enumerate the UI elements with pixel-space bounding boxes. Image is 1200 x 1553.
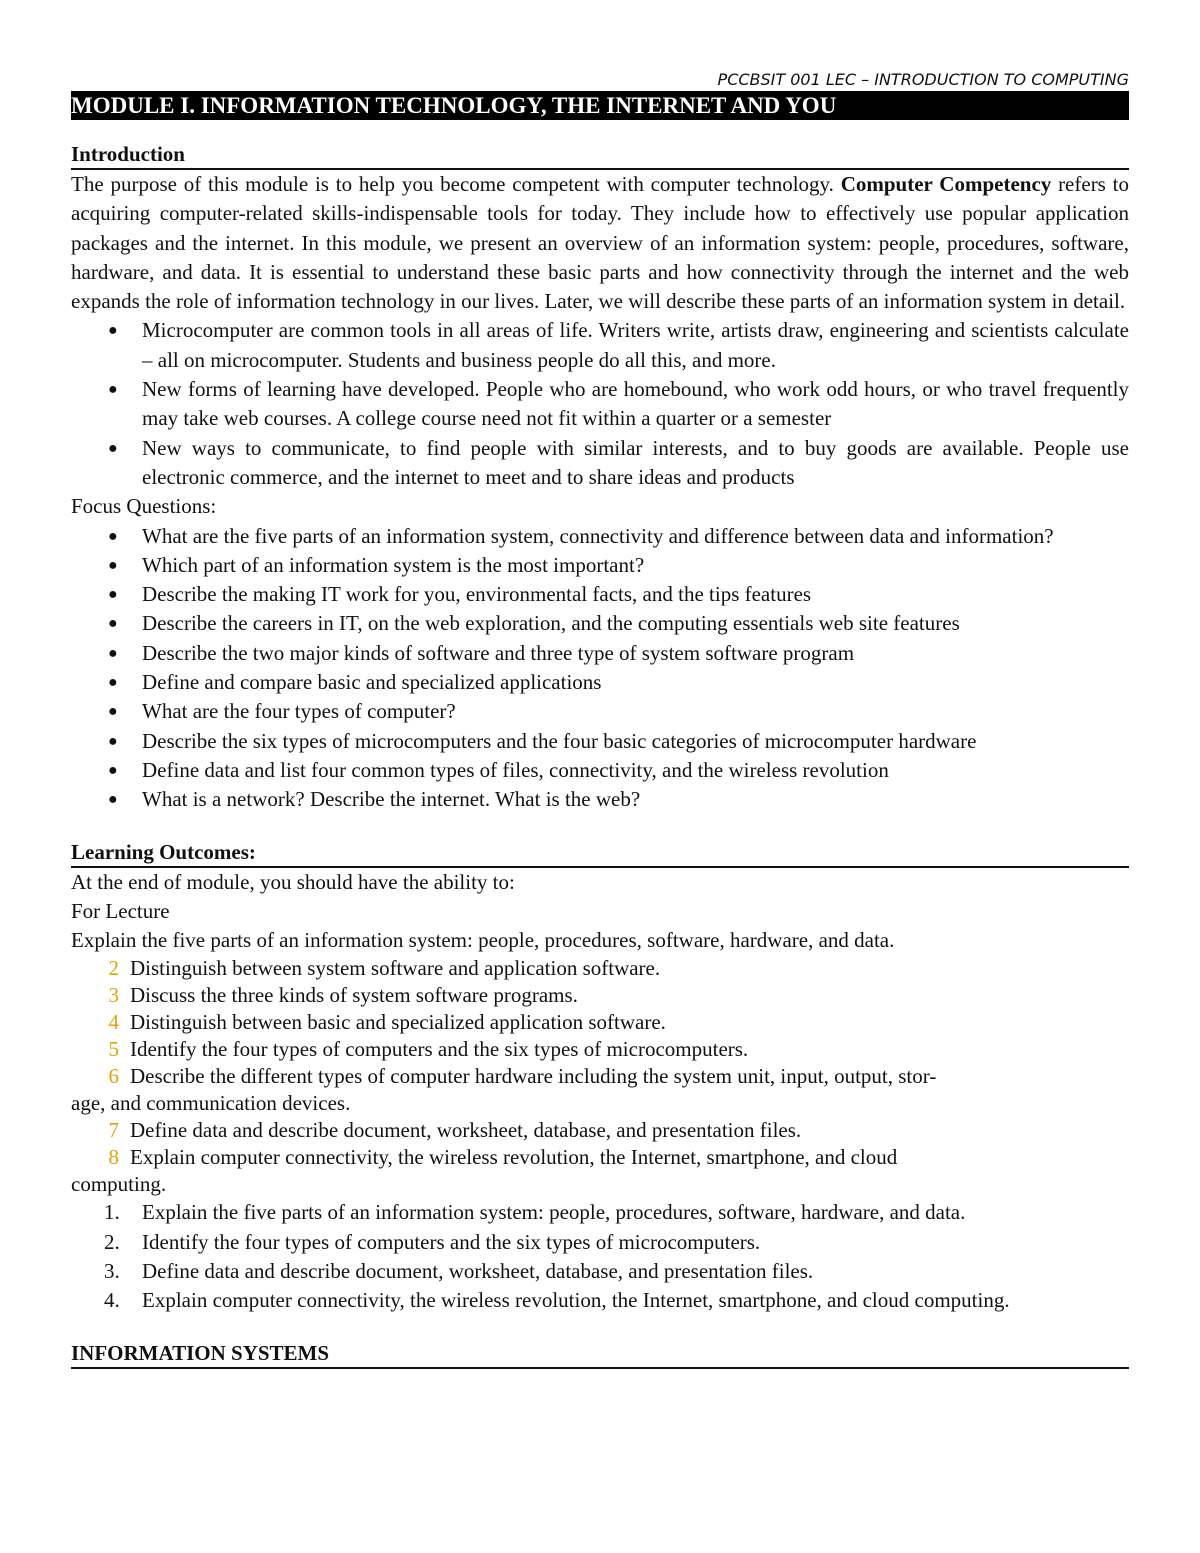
outcome-item: 6 Describe the different types of computer hardware including the system unit, input, output, stor- xyxy=(71,1063,1129,1090)
list-item: ● Microcomputer are common tools in all areas of life. Writers write, artists draw, engineering and scientists calculate – all on microcomputer. Students and business people do all this, and more. xyxy=(108,318,1129,372)
list-item: ● New ways to communicate, to find people with similar interests, and to buy goods are available. People use electronic commerce, and the internet to meet and to share ideas and products xyxy=(108,435,1129,489)
outcome-item: 4 Distinguish between basic and specialized application software. xyxy=(71,1009,1129,1036)
bullet-icon: ● xyxy=(108,322,118,340)
outcome-item: 3 Discuss the three kinds of system software programs. xyxy=(71,982,1129,1009)
information-systems-heading: INFORMATION SYSTEMS xyxy=(71,1341,1129,1369)
list-item: ● Which part of an information system is the most important? xyxy=(71,551,1129,580)
list-item: 1. Explain the five parts of an information system: people, procedures, software, hardware, and data. xyxy=(104,1200,966,1225)
outcome-summary-list xyxy=(71,1198,1129,1315)
list-item: ● What are the four types of computer? xyxy=(71,697,1129,726)
list-item: ● Describe the careers in IT, on the web exploration, and the computing essentials web site features xyxy=(71,609,1129,638)
running-header: PCCBSIT 001 LEC – INTRODUCTION TO COMPUTING xyxy=(717,70,1129,89)
outcomes-intro: At the end of module, you should have the ability to: xyxy=(71,869,515,894)
intro-text-part2: refers to acquiring computer-related skills-indispensable tools for today. They include how to effectively use popular application packages and the internet. In this module, we present an overview of an information system: people, procedures, software, hardware, and data. It is essential to understand these basic parts and how connectivity through the internet and the web expands the role of information technology in our lives. Later, we will describe these parts of an information system in detail. xyxy=(71,172,1129,314)
document-page xyxy=(71,70,1129,1369)
learning-outcomes-heading: Learning Outcomes: xyxy=(71,840,1129,868)
introduction-paragraph xyxy=(71,170,1129,316)
focus-question-list xyxy=(71,522,1129,815)
outcome-number: 4 xyxy=(108,1010,119,1035)
list-item: ● Define and compare basic and specialized applications xyxy=(71,668,1129,697)
intro-text-part1: The purpose of this module is to help you become competent with computer technology. xyxy=(71,172,841,196)
outcome-item: 5 Identify the four types of computers and the six types of microcomputers. xyxy=(71,1036,1129,1063)
bullet-icon: ● xyxy=(108,732,118,750)
bullet-icon: ● xyxy=(108,674,118,692)
list-item: ● What are the five parts of an information system, connectivity and difference between data and information? xyxy=(71,522,1129,551)
outcome-item: 8 Explain computer connectivity, the wireless revolution, the Internet, smartphone, and cloud xyxy=(71,1144,1129,1171)
outcome-continuation: age, and communication devices. xyxy=(71,1091,351,1116)
bullet-icon: ● xyxy=(108,556,118,574)
bullet-icon: ● xyxy=(108,761,118,779)
outcome-number: 2 xyxy=(108,956,119,981)
module-title: MODULE I. INFORMATION TECHNOLOGY, THE INTERNET AND YOU xyxy=(71,91,1129,120)
bullet-icon: ● xyxy=(108,703,118,721)
introduction-heading: Introduction xyxy=(71,142,1129,170)
intro-bullet-list xyxy=(71,316,1129,492)
bullet-icon: ● xyxy=(108,644,118,662)
bullet-icon: ● xyxy=(108,381,118,399)
bullet-icon: ● xyxy=(108,791,118,809)
outcome-item: 2 Distinguish between system software and application software. xyxy=(71,955,1129,982)
list-item: 2. Identify the four types of computers and the six types of microcomputers. xyxy=(104,1229,761,1254)
list-item: 3. Define data and describe document, worksheet, database, and presentation files. xyxy=(104,1259,814,1284)
intro-bold-term: Computer Competency xyxy=(840,172,1052,196)
list-item: ● Describe the making IT work for you, environmental facts, and the tips features xyxy=(71,580,1129,609)
outcome-number: 5 xyxy=(108,1037,119,1062)
list-item: 4. Explain computer connectivity, the wireless revolution, the Internet, smartphone, and cloud computing. xyxy=(104,1288,1010,1313)
outcome-number: 8 xyxy=(108,1145,119,1170)
outcome-continuation: computing. xyxy=(71,1172,167,1197)
outcome-item: 7 Define data and describe document, worksheet, database, and presentation files. xyxy=(71,1117,1129,1144)
list-item: ● What is a network? Describe the internet. What is the web? xyxy=(71,785,1129,814)
bullet-icon: ● xyxy=(108,615,118,633)
bullet-icon: ● xyxy=(108,439,118,457)
list-item: ● Describe the six types of microcomputers and the four basic categories of microcomputer hardware xyxy=(71,727,1129,756)
focus-questions-label: Focus Questions: xyxy=(71,494,217,519)
bullet-icon: ● xyxy=(108,527,118,545)
list-item: ● Describe the two major kinds of software and three type of system software program xyxy=(71,639,1129,668)
outcome-number: 3 xyxy=(108,983,119,1008)
bullet-icon: ● xyxy=(108,586,118,604)
list-item: ● Define data and list four common types of files, connectivity, and the wireless revolution xyxy=(71,756,1129,785)
outcome-number: 7 xyxy=(108,1118,119,1143)
outcome-number: 6 xyxy=(108,1064,119,1089)
outcome-first-line: Explain the five parts of an information system: people, procedures, software, hardware, and data. xyxy=(71,928,895,953)
for-lecture-label: For Lecture xyxy=(71,898,170,923)
list-item: ● New forms of learning have developed. People who are homebound, who work odd hours, or who travel frequently may take web courses. A college course need not fit within a quarter or a semester xyxy=(108,377,1129,431)
